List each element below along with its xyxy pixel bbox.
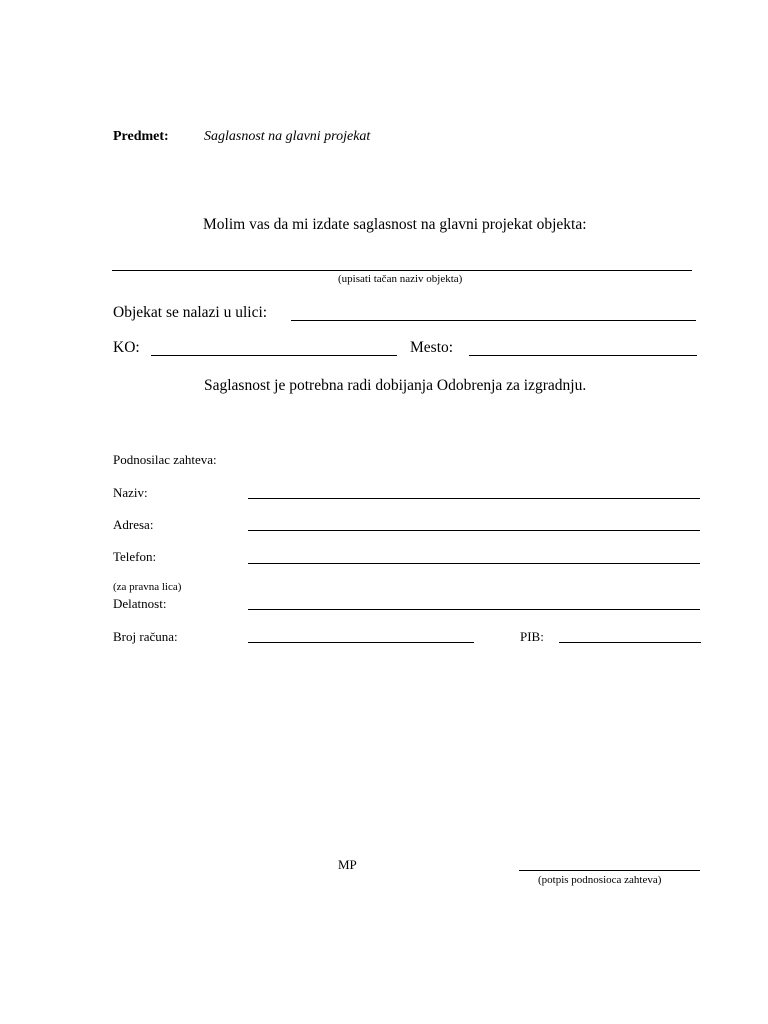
request-intro: Molim vas da mi izdate saglasnost na glavni projekat objekta: <box>203 216 587 233</box>
mesto-field[interactable] <box>469 355 697 356</box>
pib-field[interactable] <box>559 642 701 643</box>
ko-label: KO: <box>113 339 140 356</box>
account-field[interactable] <box>248 642 474 643</box>
pib-label: PIB: <box>520 629 544 644</box>
object-name-field[interactable] <box>112 270 692 271</box>
account-label: Broj računa: <box>113 629 178 644</box>
stamp-mark: MP <box>338 857 357 872</box>
subject-label: Predmet: <box>113 129 169 144</box>
naziv-field[interactable] <box>248 498 700 499</box>
adresa-field[interactable] <box>248 530 700 531</box>
street-label: Objekat se nalazi u ulici: <box>113 304 268 321</box>
applicant-heading: Podnosilac zahteva: <box>113 452 217 467</box>
delatnost-field[interactable] <box>248 609 700 610</box>
subject-value: Saglasnost na glavni projekat <box>204 129 371 144</box>
ko-field[interactable] <box>151 355 397 356</box>
signature-caption: (potpis podnosioca zahteva) <box>538 874 662 886</box>
legal-entity-note: (za pravna lica) <box>113 581 182 593</box>
naziv-label: Naziv: <box>113 485 148 500</box>
delatnost-label: Delatnost: <box>113 596 167 611</box>
mesto-label: Mesto: <box>410 339 454 356</box>
telefon-field[interactable] <box>248 563 700 564</box>
street-field[interactable] <box>291 320 696 321</box>
purpose-text: Saglasnost je potrebna radi dobijanja Odobrenja za izgradnju. <box>204 377 587 394</box>
adresa-label: Adresa: <box>113 517 154 532</box>
telefon-label: Telefon: <box>113 549 157 564</box>
object-name-hint: (upisati tačan naziv objekta) <box>338 273 463 285</box>
signature-field[interactable] <box>519 870 700 871</box>
